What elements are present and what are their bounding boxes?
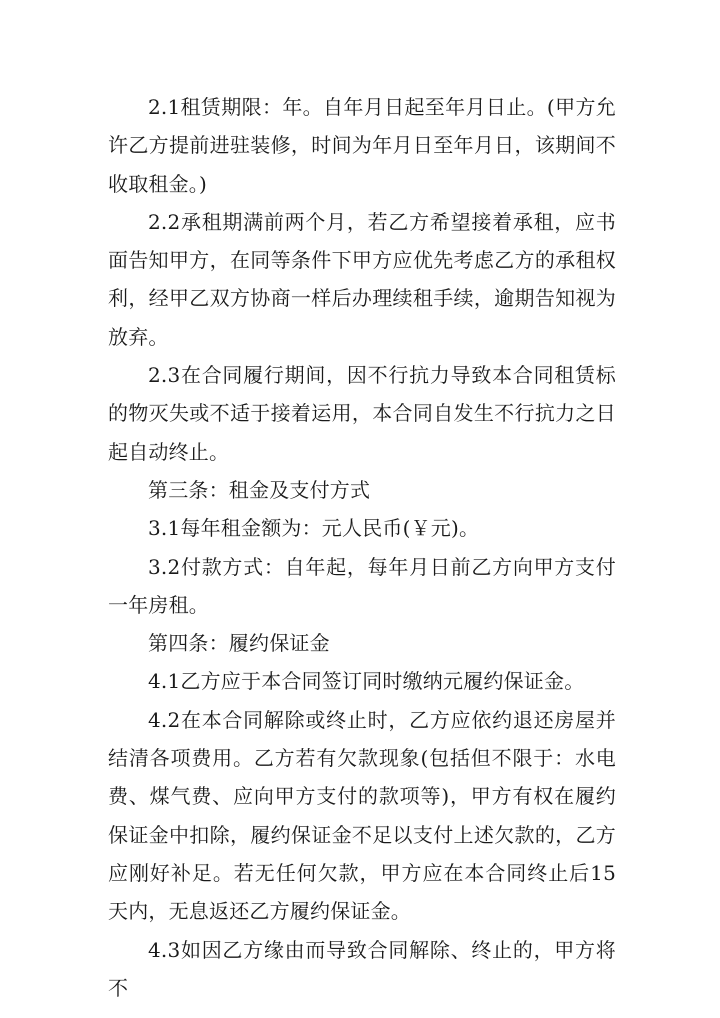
- clause-4-3: 4.3如因乙方缘由而导致合同解除、终止的，甲方将不: [108, 937, 616, 1000]
- clause-2-2: 2.2承租期满前两个月，若乙方希望接着承租，应书面告知甲方，在同等条件下甲方应优先考虑乙方的承租权利，经甲乙双方协商一样后办理续租手续，逾期告知视为放弃。: [108, 209, 616, 349]
- clause-4-1: 4.1乙方应于本合同签订同时缴纳元履约保证金。: [148, 669, 585, 694]
- clause-3-2: 3.2付款方式：自年起，每年月日前乙方向甲方支付一年房租。: [108, 554, 616, 617]
- document-page: [108, 88, 616, 1007]
- clause-2-3: 2.3在合同履行期间，因不行抗力导致本合同租赁标的物灭失或不适于接着运用，本合同自发生不行抗力之日起自动终止。: [108, 363, 616, 464]
- article-4-heading: 第四条：履约保证金: [148, 631, 330, 656]
- article-3-heading: 第三条：租金及支付方式: [148, 477, 371, 502]
- clause-4-2: 4.2在本合同解除或终止时，乙方应依约退还房屋并结清各项费用。乙方若有欠款现象(包括但不限于：水电费、煤气费、应向甲方支付的款项等)，甲方有权在履约保证金中扣除，履约保证金不足以支付上述欠款的，乙方应刚好补足。若无任何欠款，甲方应在本合同终止后15天内，无息返还乙方履约保证金。: [108, 707, 616, 924]
- clause-2-1: 2.1租赁期限：年。自年月日起至年月日止。(甲方允许乙方提前进驻装修，时间为年月日至年月日，该期间不收取租金。): [108, 95, 616, 196]
- clause-3-1: 3.1每年租金额为：元人民币(￥元)。: [148, 516, 480, 541]
